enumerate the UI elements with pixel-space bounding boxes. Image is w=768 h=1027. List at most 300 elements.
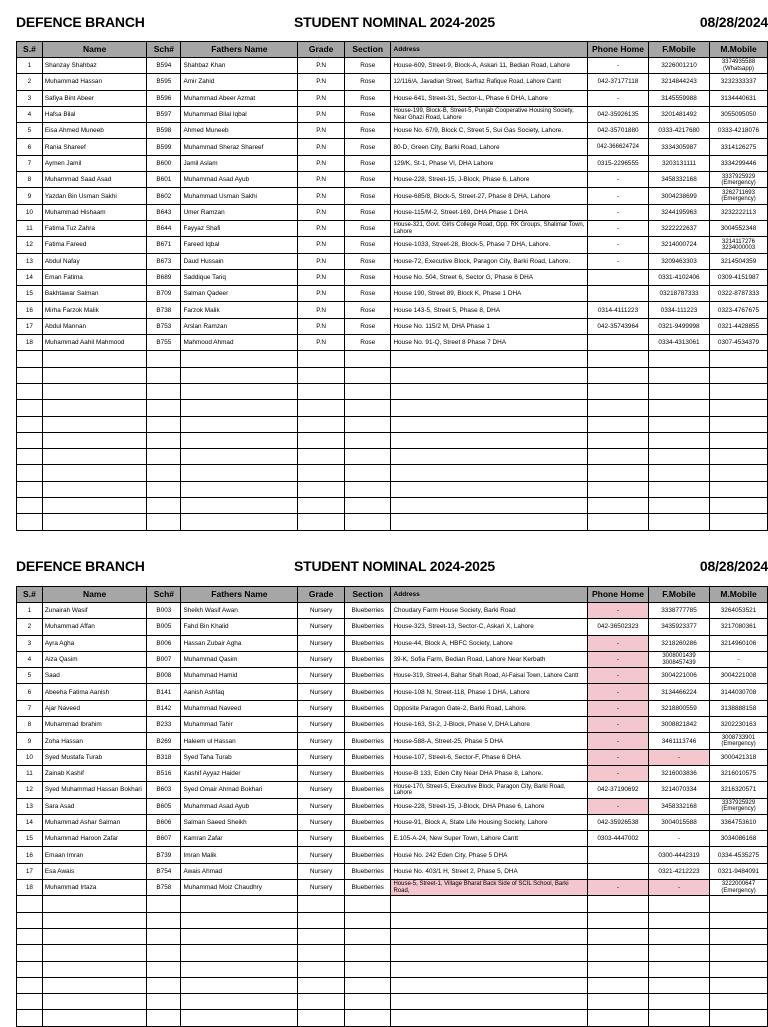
empty-cell — [710, 977, 768, 993]
cell-address: House-91, Block A, State Life Housing Society, Lahore — [391, 814, 588, 830]
empty-cell — [649, 896, 710, 912]
cell-father: Hassan Zubair Agha — [181, 635, 298, 651]
cell-grade: P.N — [298, 90, 345, 106]
cell-section: Rose — [344, 172, 391, 188]
cell-grade: P.N — [298, 172, 345, 188]
cell-phone-home: - — [587, 253, 648, 269]
cell-section: Rose — [344, 286, 391, 302]
empty-cell — [587, 416, 648, 432]
cell-section: Rose — [344, 123, 391, 139]
empty-cell — [17, 977, 43, 993]
header-col-m-mobile: M.Mobile — [710, 587, 768, 603]
cell-grade: Nursery — [298, 749, 345, 765]
empty-cell — [298, 367, 345, 383]
cell-name: Muhammad Hishaam — [42, 204, 146, 220]
cell-name: Zoha Hassan — [42, 733, 146, 749]
empty-cell — [344, 367, 391, 383]
cell-sch: B516 — [147, 765, 181, 781]
empty-row — [17, 481, 768, 497]
cell-phone-home: - — [587, 237, 648, 253]
cell-section: Blueberries — [344, 782, 391, 798]
cell-name: Muhammad Hassan — [42, 74, 146, 90]
table-row — [17, 74, 768, 90]
cell-address: House-115/M-2, Street-169, DHA Phase 1 DHA — [391, 204, 588, 220]
cell-sch: B598 — [147, 123, 181, 139]
cell-f-mobile: 3008001439 3008457439 — [649, 651, 710, 667]
cell-m-mobile: 3008733901 (Emergency) — [710, 733, 768, 749]
cell-father: Arslan Ramzan — [181, 318, 298, 334]
header-col-section: Section — [344, 42, 391, 58]
cell-sno: 8 — [17, 717, 43, 733]
cell-grade: P.N — [298, 74, 345, 90]
cell-name: Muhammad Haroon Zafar — [42, 831, 146, 847]
table-row — [17, 603, 768, 619]
cell-name: Saad — [42, 668, 146, 684]
cell-address: House-170, Street-5, Executive Block, Paragon City, Barki Road, Lahore — [391, 782, 588, 798]
cell-f-mobile: 3244195963 — [649, 204, 710, 220]
cell-phone-home: - — [587, 880, 648, 896]
cell-name: Aiza Qasim — [42, 651, 146, 667]
empty-cell — [17, 351, 43, 367]
cell-f-mobile: 3461113746 — [649, 733, 710, 749]
cell-sch: B754 — [147, 863, 181, 879]
empty-row — [17, 367, 768, 383]
cell-grade: Nursery — [298, 733, 345, 749]
cell-address: House-588-A, Street-25, Phase 5 DHA — [391, 733, 588, 749]
cell-address: House-B 133, Eden City Near DHA Phase 8, Lahore. — [391, 765, 588, 781]
cell-m-mobile: 3217080361 — [710, 619, 768, 635]
cell-grade: P.N — [298, 286, 345, 302]
cell-phone-home: 042-36502323 — [587, 619, 648, 635]
cell-address: House-107, Street-6, Sector-F, Phase 6 DHA — [391, 749, 588, 765]
empty-cell — [17, 994, 43, 1010]
cell-grade: P.N — [298, 253, 345, 269]
cell-m-mobile: 3337925929 (Emergency) — [710, 798, 768, 814]
empty-cell — [391, 351, 588, 367]
cell-name: Yazdan Bin Usman Sakhi — [42, 188, 146, 204]
empty-cell — [181, 977, 298, 993]
empty-cell — [298, 416, 345, 432]
empty-cell — [391, 416, 588, 432]
empty-cell — [391, 449, 588, 465]
cell-sch: B141 — [147, 684, 181, 700]
empty-cell — [344, 498, 391, 514]
cell-m-mobile: 0321-4428855 — [710, 318, 768, 334]
sheet-title: STUDENT NOMINAL 2024-2025 — [294, 14, 495, 30]
cell-grade: Nursery — [298, 847, 345, 863]
cell-address: House No. 115/2 M, DHA Phase 1 — [391, 318, 588, 334]
empty-cell — [147, 416, 181, 432]
empty-cell — [587, 961, 648, 977]
cell-m-mobile: 3216010575 — [710, 765, 768, 781]
student-table-2 — [16, 586, 768, 1027]
empty-cell — [649, 514, 710, 530]
empty-cell — [391, 928, 588, 944]
cell-address: House No. 242 Eden City, Phase 5 DHA — [391, 847, 588, 863]
cell-address: House-641, Street-31, Sector-L, Phase 6 DHA, Lahore — [391, 90, 588, 106]
cell-sno: 10 — [17, 749, 43, 765]
cell-father: Muhammad Asad Ayub — [181, 172, 298, 188]
cell-name: Muhammad Affan — [42, 619, 146, 635]
cell-father: Haleem ul Hassan — [181, 733, 298, 749]
header-col-phone-home: Phone Home — [587, 42, 648, 58]
cell-sch: B753 — [147, 318, 181, 334]
cell-name: Muhammad Ibrahim — [42, 717, 146, 733]
table-row — [17, 831, 768, 847]
cell-name: Rania Shareef — [42, 139, 146, 155]
cell-section: Blueberries — [344, 651, 391, 667]
cell-m-mobile: 3134440631 — [710, 90, 768, 106]
empty-cell — [147, 994, 181, 1010]
empty-cell — [181, 498, 298, 514]
cell-sno: 10 — [17, 204, 43, 220]
cell-phone-home: - — [587, 765, 648, 781]
empty-row — [17, 400, 768, 416]
cell-phone-home: - — [587, 220, 648, 236]
cell-name: Safiya Bint Abeer — [42, 90, 146, 106]
cell-sno: 17 — [17, 863, 43, 879]
cell-section: Blueberries — [344, 749, 391, 765]
empty-cell — [649, 465, 710, 481]
cell-father: Kashif Ayyaz Haider — [181, 765, 298, 781]
cell-grade: P.N — [298, 204, 345, 220]
cell-section: Blueberries — [344, 831, 391, 847]
cell-father: Fareed Iqbal — [181, 237, 298, 253]
cell-m-mobile: 3034086168 — [710, 831, 768, 847]
empty-cell — [710, 896, 768, 912]
empty-cell — [710, 514, 768, 530]
table-row — [17, 847, 768, 863]
header-col-sno: S.# — [17, 42, 43, 58]
cell-section: Rose — [344, 188, 391, 204]
cell-sno: 4 — [17, 106, 43, 122]
cell-name: Abeeha Fatima Aanish — [42, 684, 146, 700]
cell-sch: B594 — [147, 58, 181, 74]
cell-father: Muhammad Abeer Azmat — [181, 90, 298, 106]
header-col-grade: Grade — [298, 587, 345, 603]
cell-sno: 17 — [17, 318, 43, 334]
cell-section: Rose — [344, 335, 391, 351]
cell-f-mobile: 3004015588 — [649, 814, 710, 830]
cell-section: Blueberries — [344, 684, 391, 700]
cell-f-mobile: 3226001210 — [649, 58, 710, 74]
empty-cell — [391, 432, 588, 448]
cell-address: 12/116/A, Javadian Street, Sarfraz Rafique Road, Lahore Cantt — [391, 74, 588, 90]
cell-sch: B643 — [147, 204, 181, 220]
cell-section: Blueberries — [344, 733, 391, 749]
cell-sch: B142 — [147, 700, 181, 716]
cell-name: Sara Asad — [42, 798, 146, 814]
empty-cell — [42, 481, 146, 497]
cell-grade: Nursery — [298, 635, 345, 651]
empty-cell — [42, 994, 146, 1010]
table-row — [17, 651, 768, 667]
cell-father: Saddique Tariq — [181, 269, 298, 285]
table-row — [17, 335, 768, 351]
cell-address: House-319, Street-4, Bahar Shah Road, Al-Faisal Town, Lahore Cantt — [391, 668, 588, 684]
cell-name: Fatima Fareed — [42, 237, 146, 253]
cell-sch: B606 — [147, 814, 181, 830]
cell-grade: P.N — [298, 139, 345, 155]
cell-name: Fatima Tuz Zahra — [42, 220, 146, 236]
cell-grade: P.N — [298, 123, 345, 139]
empty-row — [17, 416, 768, 432]
empty-row — [17, 432, 768, 448]
empty-cell — [344, 945, 391, 961]
empty-cell — [587, 912, 648, 928]
table-row — [17, 90, 768, 106]
cell-address: 39-K, Sofia Farm, Bedian Road, Lahore Near Kerbath — [391, 651, 588, 667]
cell-sno: 16 — [17, 847, 43, 863]
cell-phone-home: - — [587, 90, 648, 106]
cell-grade: Nursery — [298, 831, 345, 847]
empty-cell — [344, 896, 391, 912]
cell-section: Rose — [344, 204, 391, 220]
cell-father: Muhammad Tahir — [181, 717, 298, 733]
empty-row — [17, 465, 768, 481]
empty-cell — [42, 961, 146, 977]
empty-cell — [391, 896, 588, 912]
cell-m-mobile: 3334299446 — [710, 155, 768, 171]
cell-f-mobile: 3218800559 — [649, 700, 710, 716]
cell-m-mobile: 3264053521 — [710, 603, 768, 619]
cell-phone-home: 0303-4447002 — [587, 831, 648, 847]
cell-father: Mahmood Ahmad — [181, 335, 298, 351]
cell-m-mobile: 0334-4535275 — [710, 847, 768, 863]
empty-cell — [298, 400, 345, 416]
empty-cell — [181, 351, 298, 367]
empty-cell — [17, 481, 43, 497]
table-row — [17, 253, 768, 269]
empty-cell — [147, 481, 181, 497]
empty-cell — [710, 912, 768, 928]
cell-sch: B689 — [147, 269, 181, 285]
empty-cell — [298, 994, 345, 1010]
empty-row — [17, 928, 768, 944]
cell-address: House-228, Street-15, J-Block, Phase 6, Lahore — [391, 172, 588, 188]
empty-cell — [344, 928, 391, 944]
cell-sno: 7 — [17, 700, 43, 716]
cell-sno: 14 — [17, 814, 43, 830]
empty-cell — [298, 912, 345, 928]
empty-cell — [649, 449, 710, 465]
cell-phone-home: 0314-4111223 — [587, 302, 648, 318]
cell-name: Muhammad Irtaza — [42, 880, 146, 896]
cell-phone-home: 042-35926135 — [587, 106, 648, 122]
cell-f-mobile: - — [649, 749, 710, 765]
empty-cell — [391, 465, 588, 481]
empty-cell — [710, 416, 768, 432]
header-col-grade: Grade — [298, 42, 345, 58]
cell-sch: B755 — [147, 335, 181, 351]
cell-m-mobile: 3055095050 — [710, 106, 768, 122]
empty-cell — [710, 367, 768, 383]
table-row — [17, 106, 768, 122]
cell-sch: B599 — [147, 139, 181, 155]
empty-cell — [587, 498, 648, 514]
empty-cell — [17, 416, 43, 432]
empty-cell — [17, 498, 43, 514]
empty-cell — [147, 961, 181, 977]
empty-cell — [17, 400, 43, 416]
sheet-1 — [0, 10, 768, 347]
cell-section: Rose — [344, 269, 391, 285]
empty-cell — [649, 912, 710, 928]
table-row — [17, 302, 768, 318]
cell-grade: Nursery — [298, 603, 345, 619]
cell-sch: B005 — [147, 619, 181, 635]
empty-cell — [147, 400, 181, 416]
empty-cell — [391, 912, 588, 928]
header-col-name: Name — [42, 587, 146, 603]
cell-phone-home — [587, 335, 648, 351]
empty-cell — [147, 928, 181, 944]
cell-m-mobile: 3364753610 — [710, 814, 768, 830]
cell-father: Aanish Ashfaq — [181, 684, 298, 700]
empty-row — [17, 449, 768, 465]
cell-m-mobile: 3004221008 — [710, 668, 768, 684]
cell-m-mobile: 3144030708 — [710, 684, 768, 700]
cell-name: Hafsa Bilal — [42, 106, 146, 122]
empty-cell — [42, 977, 146, 993]
cell-f-mobile: 3222222637 — [649, 220, 710, 236]
cell-address: House No. 403/1 H, Street 2, Phase 5, DHA — [391, 863, 588, 879]
cell-f-mobile: 3338777785 — [649, 603, 710, 619]
empty-cell — [649, 400, 710, 416]
empty-cell — [710, 351, 768, 367]
cell-section: Rose — [344, 220, 391, 236]
empty-cell — [42, 514, 146, 530]
cell-grade: Nursery — [298, 798, 345, 814]
cell-address: Choudary Farm House Society, Barki Road — [391, 603, 588, 619]
cell-sno: 3 — [17, 635, 43, 651]
cell-grade: P.N — [298, 302, 345, 318]
empty-cell — [649, 416, 710, 432]
empty-cell — [344, 383, 391, 399]
cell-father: Shahbaz Khan — [181, 58, 298, 74]
empty-cell — [17, 367, 43, 383]
empty-cell — [587, 400, 648, 416]
cell-address: House-1033, Street-28, Block-5, Phase 7 DHA, Lahore. — [391, 237, 588, 253]
sheet-header — [0, 10, 768, 36]
cell-grade: Nursery — [298, 880, 345, 896]
cell-father: Ahmed Muneeb — [181, 123, 298, 139]
empty-cell — [710, 383, 768, 399]
cell-phone-home: 0315-2296555 — [587, 155, 648, 171]
cell-m-mobile: 3000421318 — [710, 749, 768, 765]
branch-title: DEFENCE BRANCH — [16, 558, 145, 574]
empty-cell — [181, 928, 298, 944]
header-col-father: Fathers Name — [181, 587, 298, 603]
cell-m-mobile: 3232222113 — [710, 204, 768, 220]
empty-cell — [181, 994, 298, 1010]
cell-father: Sheikh Wasif Awan — [181, 603, 298, 619]
empty-cell — [298, 945, 345, 961]
empty-cell — [649, 481, 710, 497]
cell-phone-home: - — [587, 204, 648, 220]
cell-name: Esa Awais — [42, 863, 146, 879]
cell-grade: P.N — [298, 335, 345, 351]
cell-address: House-323, Street-13, Sector-C, Askari X, Lahore — [391, 619, 588, 635]
empty-cell — [17, 912, 43, 928]
empty-cell — [42, 912, 146, 928]
cell-name: Abdul Mannan — [42, 318, 146, 334]
cell-m-mobile: 3314126275 — [710, 139, 768, 155]
cell-section: Blueberries — [344, 700, 391, 716]
header-col-address: Address — [391, 42, 588, 58]
empty-cell — [649, 977, 710, 993]
empty-row — [17, 912, 768, 928]
cell-m-mobile: 3214504359 — [710, 253, 768, 269]
empty-cell — [147, 465, 181, 481]
table-row — [17, 619, 768, 635]
cell-address: 80-D, Green City, Barki Road, Lahore — [391, 139, 588, 155]
empty-cell — [298, 465, 345, 481]
empty-cell — [298, 481, 345, 497]
table-row — [17, 814, 768, 830]
empty-cell — [710, 498, 768, 514]
table-row — [17, 765, 768, 781]
empty-cell — [649, 928, 710, 944]
table-row — [17, 880, 768, 896]
cell-sno: 12 — [17, 237, 43, 253]
cell-phone-home: 042-37190692 — [587, 782, 648, 798]
empty-cell — [147, 514, 181, 530]
cell-father: Muhammad Qasim — [181, 651, 298, 667]
cell-father: Amir Zahid — [181, 74, 298, 90]
cell-sch: B644 — [147, 220, 181, 236]
cell-sch: B006 — [147, 635, 181, 651]
empty-cell — [147, 498, 181, 514]
header-col-father: Fathers Name — [181, 42, 298, 58]
empty-cell — [42, 465, 146, 481]
cell-phone-home: 042-35743964 — [587, 318, 648, 334]
cell-sch: B318 — [147, 749, 181, 765]
cell-father: Muhammad Sheraz Shareef — [181, 139, 298, 155]
cell-sch: B003 — [147, 603, 181, 619]
cell-f-mobile: 0300-4442319 — [649, 847, 710, 863]
cell-m-mobile: 3374935588 (Whatsapp) — [710, 58, 768, 74]
cell-name: Mirha Farzok Malik — [42, 302, 146, 318]
branch-title: DEFENCE BRANCH — [16, 14, 145, 30]
empty-cell — [710, 961, 768, 977]
cell-sch: B269 — [147, 733, 181, 749]
table-row — [17, 635, 768, 651]
cell-section: Blueberries — [344, 668, 391, 684]
cell-phone-home: 042-366624724 — [587, 139, 648, 155]
empty-cell — [344, 481, 391, 497]
empty-cell — [42, 416, 146, 432]
empty-cell — [181, 383, 298, 399]
header-col-section: Section — [344, 587, 391, 603]
empty-cell — [147, 432, 181, 448]
empty-row — [17, 351, 768, 367]
cell-sch: B007 — [147, 651, 181, 667]
cell-father: Muhammad Asad Ayub — [181, 798, 298, 814]
cell-phone-home — [587, 286, 648, 302]
empty-cell — [298, 432, 345, 448]
empty-cell — [710, 432, 768, 448]
empty-row — [17, 896, 768, 912]
cell-section: Blueberries — [344, 635, 391, 651]
cell-section: Rose — [344, 155, 391, 171]
cell-f-mobile: 0333-4217680 — [649, 123, 710, 139]
empty-cell — [42, 383, 146, 399]
cell-address: House-163, St-2, J-Block, Phase V, DHA Lahore — [391, 717, 588, 733]
cell-sno: 9 — [17, 188, 43, 204]
cell-f-mobile: 0334-4313061 — [649, 335, 710, 351]
cell-sno: 15 — [17, 286, 43, 302]
